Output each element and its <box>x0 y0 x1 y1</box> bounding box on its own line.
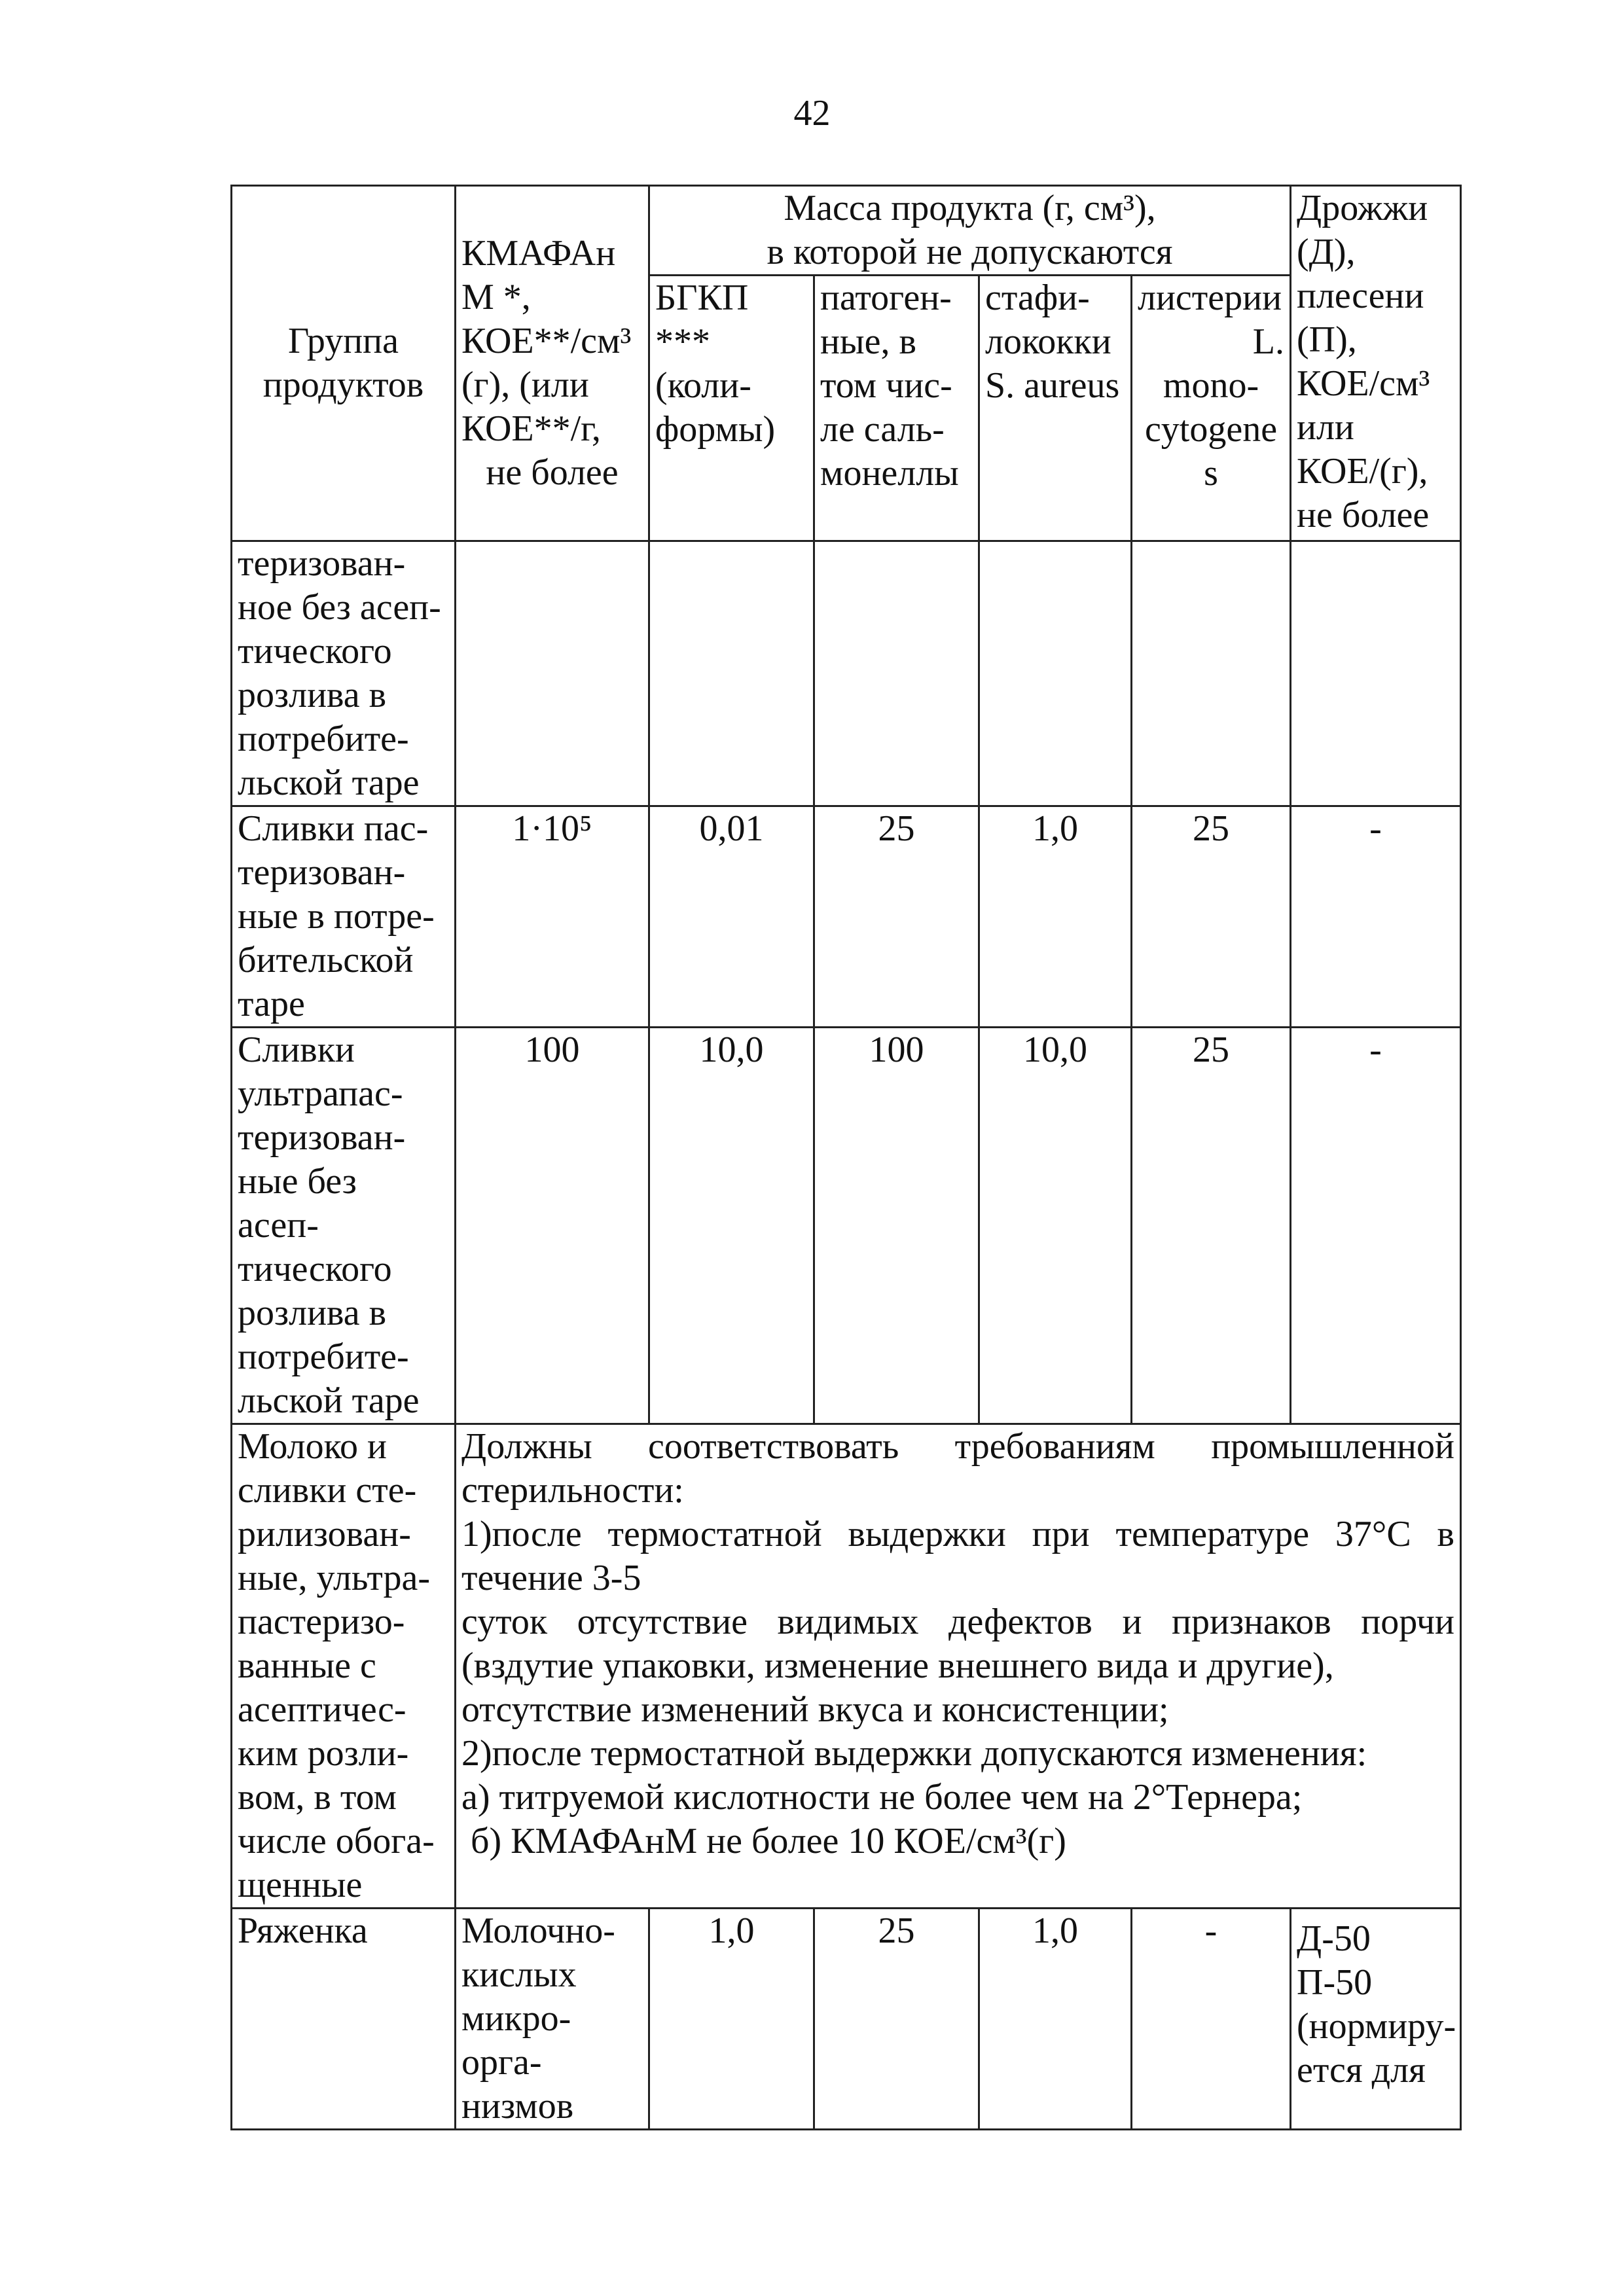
requirement-line: б) КМАФАнМ не более 10 КОЕ/см³(г) <box>461 1821 1066 1861</box>
header-yeast-line: плесени <box>1297 276 1424 316</box>
row-pathogens-cell: 25 <box>814 1909 979 2130</box>
row-bgkp-cell: 0,01 <box>649 806 814 1028</box>
page-number: 42 <box>793 93 831 134</box>
table-row <box>232 1424 1461 1909</box>
row-group-line: щенные <box>238 1865 363 1905</box>
header-mass-line: Масса продукта (г, см³), <box>784 188 1156 228</box>
row-bgkp-cell <box>649 541 814 806</box>
header-yeast-line: (Д), <box>1297 232 1356 272</box>
row-group-line: Сливки <box>238 1030 355 1070</box>
header-pathogens-line: том чис- <box>820 365 952 406</box>
row-group-cell <box>232 541 456 806</box>
requirement-line: 2)после термостатной выдержки допускаются изменения: <box>461 1733 1367 1774</box>
requirement-line: течение 3-5 <box>461 1558 641 1598</box>
row-kmafanm-cell: 100 <box>456 1028 649 1424</box>
row-group-cell <box>232 1424 456 1909</box>
row-group-line: ные без <box>238 1161 357 1202</box>
row-yeast-cell: - <box>1291 806 1461 1028</box>
row-group-line: асеп- <box>238 1205 319 1246</box>
header-bgkp-line: БГКП *** <box>655 278 749 362</box>
row-yeast-line: Д-50 <box>1297 1918 1371 1959</box>
header-pathogens-line: монеллы <box>820 453 959 493</box>
row-group-line: пастеризо- <box>238 1602 405 1642</box>
row-kmafanm-cell <box>456 541 649 806</box>
header-yeast <box>1291 186 1461 541</box>
row-group-line: тического <box>238 631 392 672</box>
row-group-line: теризован- <box>238 852 406 893</box>
header-pathogens <box>814 276 979 541</box>
row-group-line: числе обога- <box>238 1821 435 1861</box>
row-group-line: вом, в том <box>238 1777 397 1818</box>
row-yeast-cell: - <box>1291 1028 1461 1424</box>
row-group-line: потребите- <box>238 719 409 759</box>
header-pathogens-line: ле саль- <box>820 409 945 450</box>
row-group-line: ные в потре- <box>238 896 435 937</box>
header-kmafanm-line: не более <box>486 452 619 493</box>
row-yeast-cell <box>1291 541 1461 806</box>
header-kmafanm-line: КМАФАн <box>461 233 616 274</box>
requirement-line: стерильности: <box>461 1470 684 1511</box>
row-group-line: ким розли- <box>238 1733 409 1774</box>
header-listeria <box>1132 276 1291 541</box>
header-yeast-line: КОЕ/см³ <box>1297 363 1430 404</box>
header-yeast-line: не более <box>1297 495 1430 535</box>
header-kmafanm-line: КОЕ**/г, <box>461 408 601 449</box>
row-listeria-cell: 25 <box>1132 806 1291 1028</box>
row-yeast-line: (нормиру- <box>1297 2006 1456 2047</box>
requirement-line: а) титруемой кислотности не более чем на 2°Тернера; <box>461 1777 1303 1818</box>
row-group-line: ультрапас- <box>238 1073 403 1114</box>
header-kmafanm-line: М *, <box>461 277 531 317</box>
microbiology-table <box>230 185 1462 2130</box>
row-group-line: Сливки пас- <box>238 808 429 849</box>
header-group-line: продуктов <box>262 365 424 405</box>
requirement-line: Должны соответствовать требованиям промышленной <box>461 1426 1454 1467</box>
header-group <box>232 186 456 541</box>
row-group-line: ные, ультра- <box>238 1558 430 1598</box>
row-listeria-cell: 25 <box>1132 1028 1291 1424</box>
row-group-line: теризован- <box>238 543 406 584</box>
requirement-line: отсутствие изменений вкуса и консистенции; <box>461 1689 1169 1730</box>
header-staph-line: S. aureus <box>985 365 1120 406</box>
row-kmafanm-cell <box>456 1909 649 2130</box>
header-yeast-line: КОЕ/(г), <box>1297 451 1428 492</box>
row-group-line: ное без асеп- <box>238 587 441 628</box>
row-group-line: рилизован- <box>238 1514 411 1554</box>
requirement-line: (вздутие упаковки, изменение внешнего вида и другие), <box>461 1645 1334 1686</box>
header-pathogens-line: ные, в <box>820 321 916 362</box>
table-row <box>232 806 1461 1028</box>
header-listeria-line: mono- <box>1163 365 1259 406</box>
header-yeast-line: или <box>1297 407 1354 448</box>
header-mass <box>649 186 1291 276</box>
sterility-requirement-cell <box>456 1424 1461 1909</box>
header-bgkp-line: (коли- <box>655 365 751 406</box>
header-listeria-line: s <box>1204 453 1218 493</box>
row-kmafanm-line: микро- <box>461 1998 571 2039</box>
row-group-cell <box>232 1028 456 1424</box>
row-group-cell <box>232 806 456 1028</box>
table-row <box>232 541 1461 806</box>
row-group-line: льской таре <box>238 1380 420 1421</box>
requirement-line: 1)после термостатной выдержки при температуре 37°С в <box>461 1514 1454 1554</box>
header-staph-line: лококки <box>985 321 1111 362</box>
header-kmafanm-line: КОЕ**/см³ <box>461 321 632 361</box>
header-staph <box>979 276 1132 541</box>
table-row <box>232 1909 1461 2130</box>
row-group-line: потребите- <box>238 1336 409 1377</box>
row-kmafanm-line: низмов <box>461 2086 574 2126</box>
row-yeast-cell <box>1291 1909 1461 2130</box>
header-pathogens-line: патоген- <box>820 278 952 318</box>
row-group-line: розлива в <box>238 675 387 715</box>
row-kmafanm-line: Молочно- <box>461 1910 615 1951</box>
row-group-line: сливки сте- <box>238 1470 417 1511</box>
header-kmafanm <box>456 186 649 541</box>
row-group-line: льской таре <box>238 762 420 803</box>
row-group-line: Молоко и <box>238 1426 387 1467</box>
row-listeria-cell: - <box>1132 1909 1291 2130</box>
row-group-line: тического <box>238 1249 392 1289</box>
table-row <box>232 1028 1461 1424</box>
header-group-line: Группа <box>288 321 399 361</box>
header-yeast-line: Дрожжи <box>1297 188 1428 228</box>
row-group-line: Ряженка <box>238 1910 368 1951</box>
row-yeast-line: ется для <box>1297 2050 1426 2090</box>
row-kmafanm-line: орга- <box>461 2042 542 2083</box>
row-staph-cell: 1,0 <box>979 806 1132 1028</box>
row-group-line: теризован- <box>238 1117 406 1158</box>
header-bgkp <box>649 276 814 541</box>
row-staph-cell <box>979 541 1132 806</box>
header-listeria-line: L. <box>1252 321 1284 362</box>
row-bgkp-cell: 10,0 <box>649 1028 814 1424</box>
row-kmafanm-line: кислых <box>461 1954 577 1995</box>
row-bgkp-cell: 1,0 <box>649 1909 814 2130</box>
requirement-line: суток отсутствие видимых дефектов и признаков порчи <box>461 1602 1454 1642</box>
header-staph-line: стафи- <box>985 278 1090 318</box>
row-pathogens-cell: 100 <box>814 1028 979 1424</box>
row-group-line: таре <box>238 984 305 1024</box>
row-group-line: ванные с <box>238 1645 376 1686</box>
header-bgkp-line: формы) <box>655 409 776 450</box>
header-yeast-line: (П), <box>1297 319 1357 360</box>
header-kmafanm-line: (г), (или <box>461 365 589 405</box>
row-yeast-line: П-50 <box>1297 1962 1373 2003</box>
row-group-line: асептичес- <box>238 1689 406 1730</box>
row-listeria-cell <box>1132 541 1291 806</box>
row-staph-cell: 10,0 <box>979 1028 1132 1424</box>
row-group-line: бительской <box>238 940 414 980</box>
header-listeria-line: листерии <box>1138 278 1282 318</box>
row-pathogens-cell: 25 <box>814 806 979 1028</box>
row-group-cell <box>232 1909 456 2130</box>
header-row-1 <box>232 186 1461 276</box>
row-pathogens-cell <box>814 541 979 806</box>
header-listeria-line: cytogene <box>1144 409 1278 450</box>
header-mass-line: в которой не допускаются <box>767 232 1173 272</box>
row-group-line: розлива в <box>238 1293 387 1333</box>
spacer <box>1297 1909 1454 1917</box>
row-kmafanm-cell: 1·10⁵ <box>456 806 649 1028</box>
row-staph-cell: 1,0 <box>979 1909 1132 2130</box>
